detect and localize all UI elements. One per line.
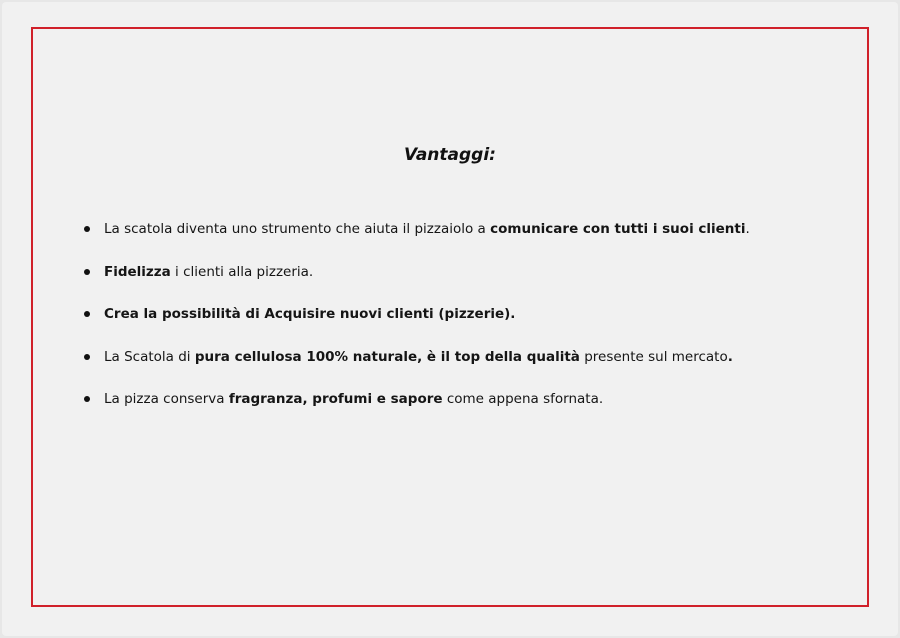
- list-item: [83, 262, 750, 305]
- list-item: [83, 219, 750, 262]
- advantages-list: [83, 219, 750, 432]
- list-item: [83, 347, 750, 390]
- list-item-text: [104, 306, 515, 322]
- text-run: presente sul mercato: [579, 348, 728, 365]
- bullet-icon: [84, 226, 90, 232]
- document-page: [2, 2, 898, 636]
- text-run: pura cellulosa 100% naturale, è il top della qualità: [194, 348, 580, 365]
- text-run: comunicare con tutti i suoi clienti: [490, 221, 746, 237]
- red-border-frame: [31, 27, 869, 607]
- list-item-text: [104, 221, 750, 237]
- bullet-icon: [84, 311, 90, 317]
- text-run: La Scatola di: [104, 348, 195, 365]
- list-item-text: [104, 264, 313, 280]
- list-item: [83, 389, 750, 432]
- text-run: .: [745, 221, 750, 237]
- bullet-icon: [84, 269, 90, 275]
- text-run: come appena sfornata.: [442, 391, 604, 407]
- bullet-icon: [84, 354, 90, 360]
- text-run: Crea la possibilità di Acquisire nuovi clienti (pizzerie).: [104, 306, 516, 322]
- text-run: .: [727, 348, 733, 365]
- text-run: La pizza conserva: [104, 391, 229, 407]
- page-title: Vantaggi:: [404, 145, 496, 165]
- list-item-text: [104, 391, 603, 407]
- text-run: La scatola diventa uno strumento che aiuta il pizzaiolo a: [104, 221, 491, 237]
- text-run: i clienti alla pizzeria.: [170, 263, 314, 280]
- list-item: [83, 304, 750, 347]
- text-run: Fidelizza: [104, 263, 171, 280]
- text-run: fragranza, profumi e sapore: [228, 391, 443, 407]
- bullet-icon: [84, 396, 90, 402]
- list-item-text: [104, 349, 733, 365]
